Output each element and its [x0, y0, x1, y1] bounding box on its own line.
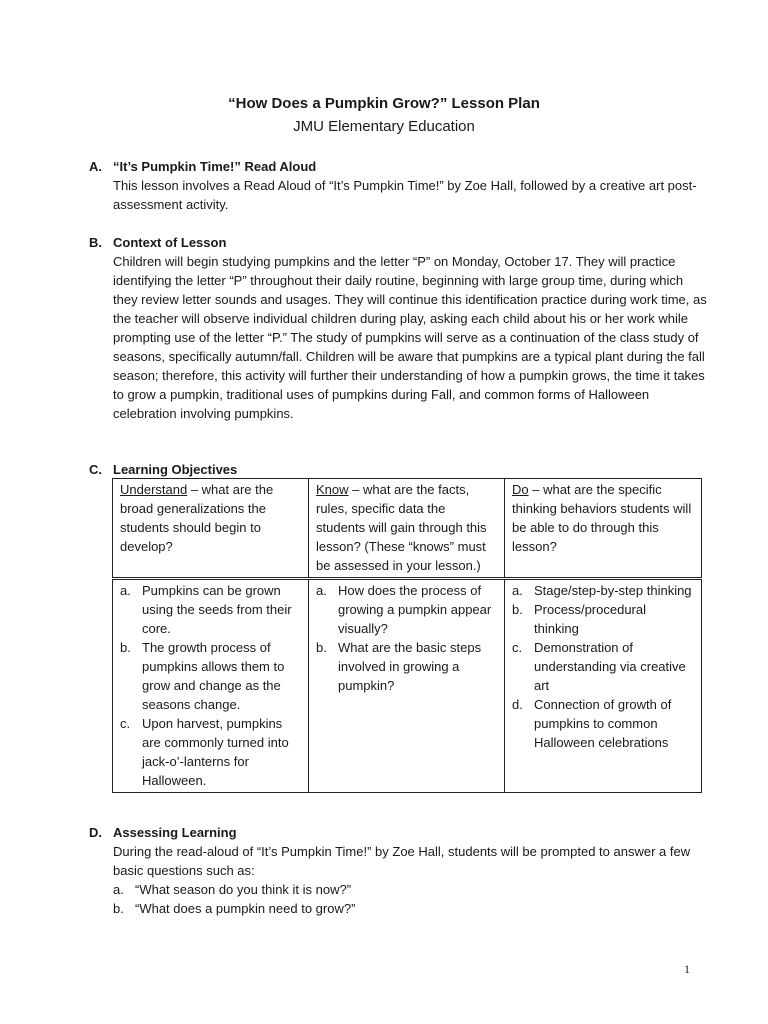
- understand-items-cell: [113, 579, 309, 793]
- section-d-heading: [89, 823, 709, 842]
- list-marker: b.: [113, 901, 124, 916]
- section-d: [89, 823, 709, 918]
- list-marker: c.: [512, 640, 523, 655]
- list-item-text: The growth process of pumpkins allows them to grow and change as the seasons change.: [142, 640, 285, 712]
- understand-list: [120, 581, 301, 790]
- list-marker: b.: [316, 640, 327, 655]
- list-item-text: Pumpkins can be grown using the seeds from their core.: [142, 583, 292, 636]
- list-item-text: Demonstration of understanding via creative art: [534, 640, 686, 693]
- list-item-text: Process/procedural thinking: [534, 602, 646, 636]
- list-item: [316, 581, 497, 638]
- list-item: [120, 638, 301, 714]
- do-header-cell: [505, 479, 702, 579]
- list-item-text: Upon harvest, pumpkins are commonly turned into jack-o’-lanterns for Halloween.: [142, 716, 289, 788]
- list-marker: d.: [512, 697, 523, 712]
- understand-description: – what are the broad generalizations the students should begin to develop?: [120, 482, 274, 554]
- know-description: – what are the facts, rules, specific data the students will gain through this lesson? (These “knows” must be assessed in your lesson.): [316, 482, 487, 573]
- list-marker: b.: [120, 640, 131, 655]
- page-number: 1: [684, 962, 690, 976]
- list-marker: a.: [316, 583, 327, 598]
- understand-header-cell: [113, 479, 309, 579]
- document-title: “How Does a Pumpkin Grow?” Lesson Plan: [228, 95, 540, 112]
- know-header-cell: [309, 479, 505, 579]
- list-marker: a.: [120, 583, 131, 598]
- do-keyword: Do: [512, 482, 529, 497]
- know-items-cell: [309, 579, 505, 793]
- list-marker: a.: [113, 882, 124, 897]
- know-keyword: Know: [316, 482, 349, 497]
- table-header-row: [113, 479, 702, 579]
- section-title: Context of Lesson: [113, 235, 227, 250]
- section-a-heading: [89, 157, 709, 176]
- section-title: Assessing Learning: [113, 825, 237, 840]
- document-subtitle: JMU Elementary Education: [293, 118, 475, 135]
- list-item: [120, 714, 301, 790]
- list-marker: c.: [120, 716, 131, 731]
- assessment-questions-list: [113, 880, 709, 918]
- learning-objectives-table: [112, 478, 702, 793]
- list-item: [113, 899, 709, 918]
- do-description: – what are the specific thinking behaviors students will be able to do through this lesson?: [512, 482, 692, 554]
- list-marker: a.: [512, 583, 523, 598]
- table-body-row: [113, 579, 702, 793]
- list-marker: b.: [512, 602, 523, 617]
- section-b: [89, 233, 709, 423]
- do-list: [512, 581, 694, 752]
- list-item: [120, 581, 301, 638]
- list-item-text: Connection of growth of pumpkins to common Halloween celebrations: [534, 697, 672, 750]
- do-items-cell: [505, 579, 702, 793]
- section-letter: A.: [89, 159, 102, 174]
- section-a: [89, 157, 709, 214]
- section-letter: C.: [89, 462, 102, 477]
- list-item: [113, 880, 709, 899]
- section-letter: D.: [89, 825, 102, 840]
- list-item-text: “What season do you think it is now?”: [135, 882, 352, 897]
- list-item-text: Stage/step-by-step thinking: [534, 583, 692, 598]
- section-d-body: During the read-aloud of “It’s Pumpkin Time!” by Zoe Hall, students will be prompted to answer a few basic questions such as:: [113, 844, 691, 878]
- section-a-body: This lesson involves a Read Aloud of “It’s Pumpkin Time!” by Zoe Hall, followed by a creative art post-assessment activity.: [113, 178, 697, 212]
- list-item: [512, 638, 694, 695]
- section-c: [89, 460, 709, 479]
- list-item-text: How does the process of growing a pumpkin appear visually?: [338, 583, 492, 636]
- section-c-heading: [89, 460, 709, 479]
- section-b-heading: [89, 233, 709, 252]
- list-item-text: “What does a pumpkin need to grow?”: [135, 901, 356, 916]
- know-list: [316, 581, 497, 695]
- understand-keyword: Understand: [120, 482, 188, 497]
- list-item: [512, 695, 694, 752]
- list-item: [316, 638, 497, 695]
- section-title: Learning Objectives: [113, 462, 238, 477]
- list-item-text: What are the basic steps involved in growing a pumpkin?: [338, 640, 482, 693]
- section-letter: B.: [89, 235, 102, 250]
- section-title: “It’s Pumpkin Time!” Read Aloud: [113, 159, 317, 174]
- list-item: [512, 600, 694, 638]
- list-item: [512, 581, 694, 600]
- section-b-body: Children will begin studying pumpkins and the letter “P” on Monday, October 17. They will practice identifying the letter “P” throughout their daily routine, beginning with large group time, during which they review letter sounds and usages. They will continue this identification practice during work time, as the teacher will observe individual children during play, asking each child about his or her work while prompting use of the letter “P.” The study of pumpkins will serve as a continuation of the class study of seasons, specifically autumn/fall. Children will be aware that pumpkins are a typical plant during the fall season; therefore, this activity will further their understanding of how a pumpkin grows, the time it takes to grow a pumpkin, traditional uses of pumpkins during Fall, and common forms of Halloween celebration involving pumpkins.: [113, 254, 707, 421]
